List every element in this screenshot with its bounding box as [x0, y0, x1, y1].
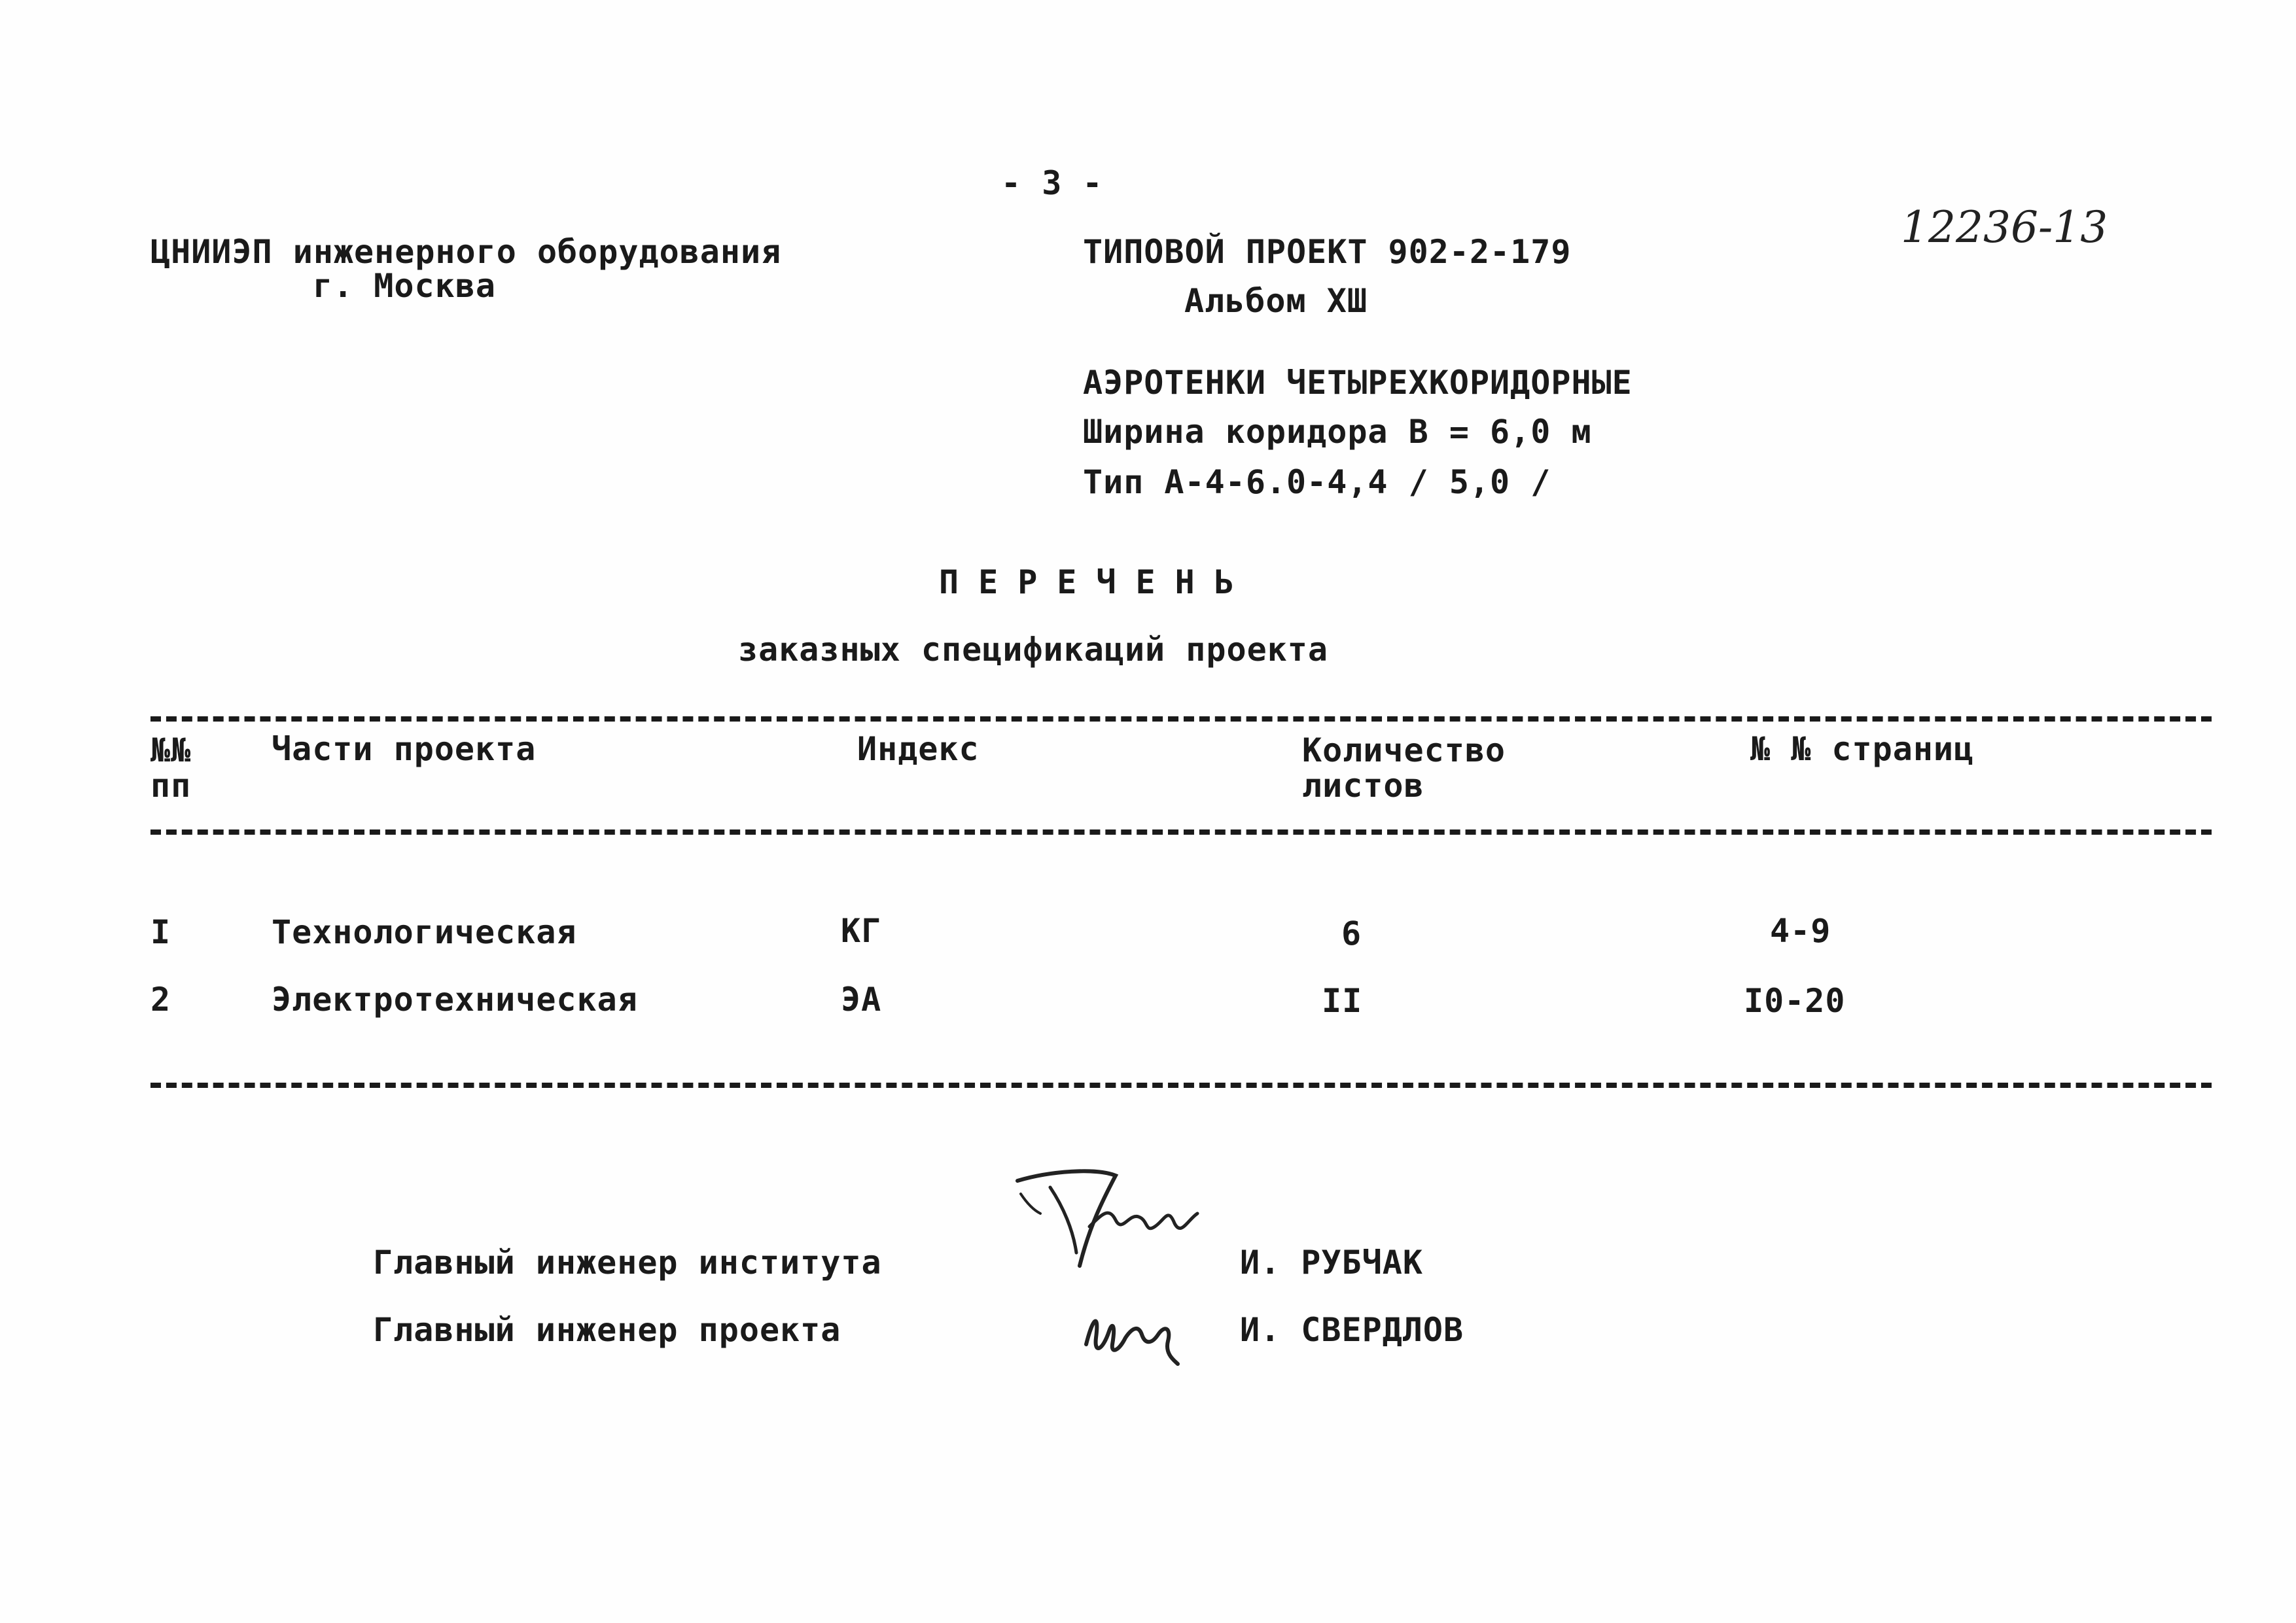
table-bottom-rule	[150, 1083, 2212, 1088]
table-top-rule	[150, 716, 2212, 722]
structure-name: АЭРОТЕНКИ ЧЕТЫРЕХКОРИДОРНЫЕ	[1083, 364, 1633, 402]
organization-city: г. Москва	[313, 267, 496, 305]
structure-type: Тип А-4-6.0-4,4 / 5,0 /	[1083, 463, 1551, 501]
page-number: - 3 -	[1001, 164, 1103, 202]
project-title: ТИПОВОЙ ПРОЕКТ 902-2-179	[1083, 233, 1572, 271]
row-2-pages: I0-20	[1744, 982, 1846, 1020]
col-header-number-line1: №№	[150, 731, 192, 769]
row-1-number: I	[150, 913, 171, 951]
signatory-2-name: И. СВЕРДЛОВ	[1240, 1311, 1464, 1349]
corridor-width: Ширина коридора В = 6,0 м	[1083, 413, 1592, 451]
signature-sverdlov	[1080, 1299, 1184, 1370]
chief-engineer-project-label: Главный инженер проекта	[373, 1311, 841, 1349]
col-header-parts: Части проекта	[272, 730, 537, 768]
document-heading: ПЕРЕЧЕНЬ	[939, 563, 1254, 601]
col-header-number-line2: пп	[150, 767, 192, 805]
organization-name: ЦНИИЭП инженерного оборудования	[150, 233, 782, 271]
row-2-index: ЭА	[841, 981, 882, 1019]
row-2-number: 2	[150, 981, 171, 1019]
col-header-pages: № № страниц	[1750, 730, 1975, 768]
row-1-sheets: 6	[1341, 915, 1362, 952]
table-header-rule	[150, 829, 2212, 835]
col-header-sheets-line1: Количество	[1302, 731, 1506, 769]
archive-number: 12236-13	[1901, 202, 2108, 253]
col-header-index: Индекс	[857, 730, 980, 768]
chief-engineer-institute-label: Главный инженер института	[373, 1244, 882, 1282]
signatory-1-name: И. РУБЧАК	[1240, 1244, 1423, 1282]
col-header-sheets-line2: листов	[1302, 767, 1424, 805]
col-header-sheets	[1302, 733, 1506, 803]
row-2-part: Электротехническая	[272, 981, 638, 1019]
row-2-sheets: II	[1322, 982, 1363, 1020]
row-1-part: Технологическая	[272, 913, 577, 951]
document-subheading: заказных спецификаций проекта	[738, 631, 1328, 669]
row-1-pages: 4-9	[1770, 912, 1831, 950]
col-header-number	[150, 733, 191, 803]
row-1-index: КГ	[841, 912, 882, 950]
signature-rubchak	[1011, 1168, 1201, 1279]
album-label: Альбом XШ	[1184, 282, 1368, 320]
